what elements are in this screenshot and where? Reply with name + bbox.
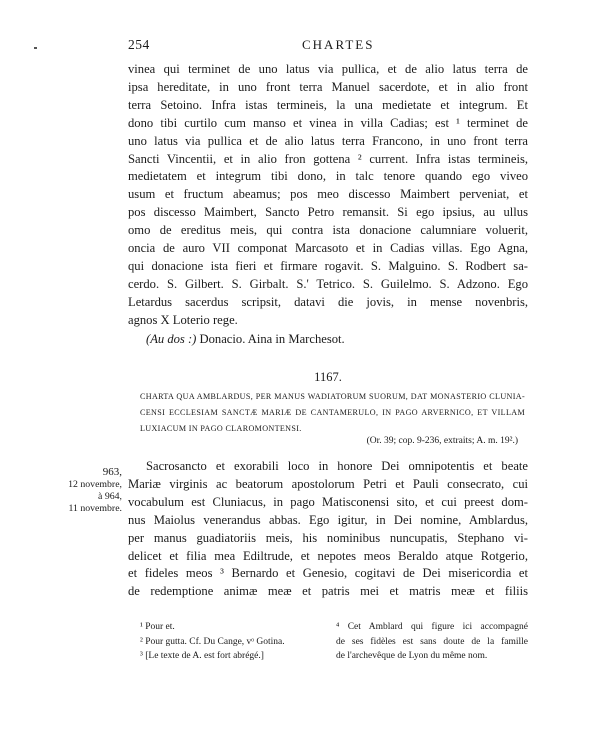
charter-title-line: CENSI ECCLESIAM SANCTÆ MARIÆ DE CANTAMERULO, IN PAGO ARVERNICO, ET VILLAM: [140, 408, 525, 417]
margin-date: 12 novembre,: [68, 479, 122, 490]
text-line: cerdo. S. Gilbert. S. Girbalt. S.' Tetrico. S. Guilelmo. S. Adzono. Ego: [128, 276, 528, 291]
charter-text: [128, 458, 528, 601]
text-line: uno latus via pullica et de alio latus terra Francono, in uno front terra: [128, 133, 528, 148]
text-line: pos discesso Maimbert, Sancto Petro remansit. Si ego ipsius, au ullus: [128, 205, 528, 220]
footnotes-left: [140, 620, 340, 664]
text-line: Letardus sacerdus scripsit, datavi die jovis, in mense novenbris,: [128, 294, 528, 309]
text-line: dono tibi curtilo cum manso et vinea in villa Cadias; est ¹ terminet de: [128, 115, 528, 130]
margin-date: 11 novembre.: [68, 503, 122, 514]
text-line: ipsa hereditate, in uno front terra Manuel sacerdote, et in alio front: [128, 79, 528, 94]
text-line: Sancti Vincentii, et in alio fron gottena ² current. Infra istas termineis,: [128, 151, 528, 166]
footnote: ² Pour gutta. Cf. Du Cange, vᵒ Gotina.: [140, 636, 285, 647]
footnotes-right: [336, 620, 528, 664]
margin-dates: [50, 465, 122, 515]
charter-title: [140, 389, 525, 437]
text-line: vinea qui terminet de uno latus via pullica, et de alio latus terra de: [128, 62, 528, 76]
endorsement: [128, 331, 528, 349]
footnote: de l'archevêque de Lyon du même nom.: [336, 651, 488, 662]
endorsement-line: [128, 331, 528, 349]
footnote: ¹ Pour et.: [140, 622, 175, 632]
text-line: Sacrosancto et exorabili loco in honore Dei omnipotentis et beate: [146, 459, 528, 473]
page-header: [128, 37, 528, 55]
charter-title-line: LUXIACUM IN PAGO CLAROMONTENSI.: [140, 424, 302, 433]
text-line: usum et fructum abeamus; pos meo discesso Maimbert perveniat, et: [128, 187, 528, 202]
text-line: et fideles meos ³ Bernardo et Genesio, cogitavi de Dei misericordia et: [128, 566, 528, 581]
page-number: 254: [128, 37, 150, 52]
text-line: medietatem et integrum tibi dono, in talc tenore quando ego viveo: [128, 169, 528, 184]
text-line: delicet et filia mea Ediltrude, et nepotes meos Beraldo atque Rotgerio,: [128, 548, 528, 563]
charter-title-line: CHARTA QUA AMBLARDUS, PER MANUS WADIATORUM SUORUM, DAT MONASTERIO CLUNIA-: [140, 392, 525, 401]
text-line: per manus guadiatoriis meis, his nominibus nuncupatis, Stephano vi-: [128, 530, 528, 545]
footnote: ⁴ Cet Amblard qui figure ici accompagné: [336, 622, 528, 632]
text-line: terra Setoino. Infra istas termineis, la una medietate et integrum. Et: [128, 97, 528, 112]
text-line: oncia de auro VII componat Marcasoto et in Cadias villas. Ego Agna,: [128, 241, 528, 256]
endorsement-label: (Au dos :): [146, 332, 197, 346]
footnote: de ses fidèles est sans doute de la famille: [336, 636, 528, 647]
charter-text-continued: [128, 61, 528, 330]
margin-speck: [34, 47, 37, 49]
source-reference: (Or. 39; cop. 9-236, extraits; A. m. 19².): [366, 436, 518, 446]
text-line: omo de ereditus meis, qui contra ista donacione calumniare voluerit,: [128, 223, 528, 238]
text-line: nus Maiolus venerandus abbas. Ego igitur, in Dei nomine, Amblardus,: [128, 512, 528, 527]
running-head: CHARTES: [302, 37, 375, 52]
text-line: qui donacione ista fieri et firmare rogavit. S. Malguino. S. Rodbert sa-: [128, 258, 528, 273]
footnote: ³ [Le texte de A. est fort abrégé.]: [140, 651, 264, 662]
charter-number: 1167.: [314, 370, 342, 384]
text-line: agnos X Loterio rege.: [128, 312, 238, 327]
text-line: vocabulum est Cluniacus, in pago Matisconensi sito, et cui preest dom-: [128, 494, 528, 509]
margin-year: 963,: [102, 466, 122, 478]
text-line: de redemptione animæ meæ et patris mei et matris meæ et filiis: [128, 584, 528, 599]
text-line: Mariæ virginis ac beatorum apostolorum Petri et Pauli consecrato, cui: [128, 476, 528, 491]
margin-connector: à 964,: [98, 491, 122, 502]
endorsement-text: Donacio. Aina in Marchesot.: [199, 332, 345, 346]
